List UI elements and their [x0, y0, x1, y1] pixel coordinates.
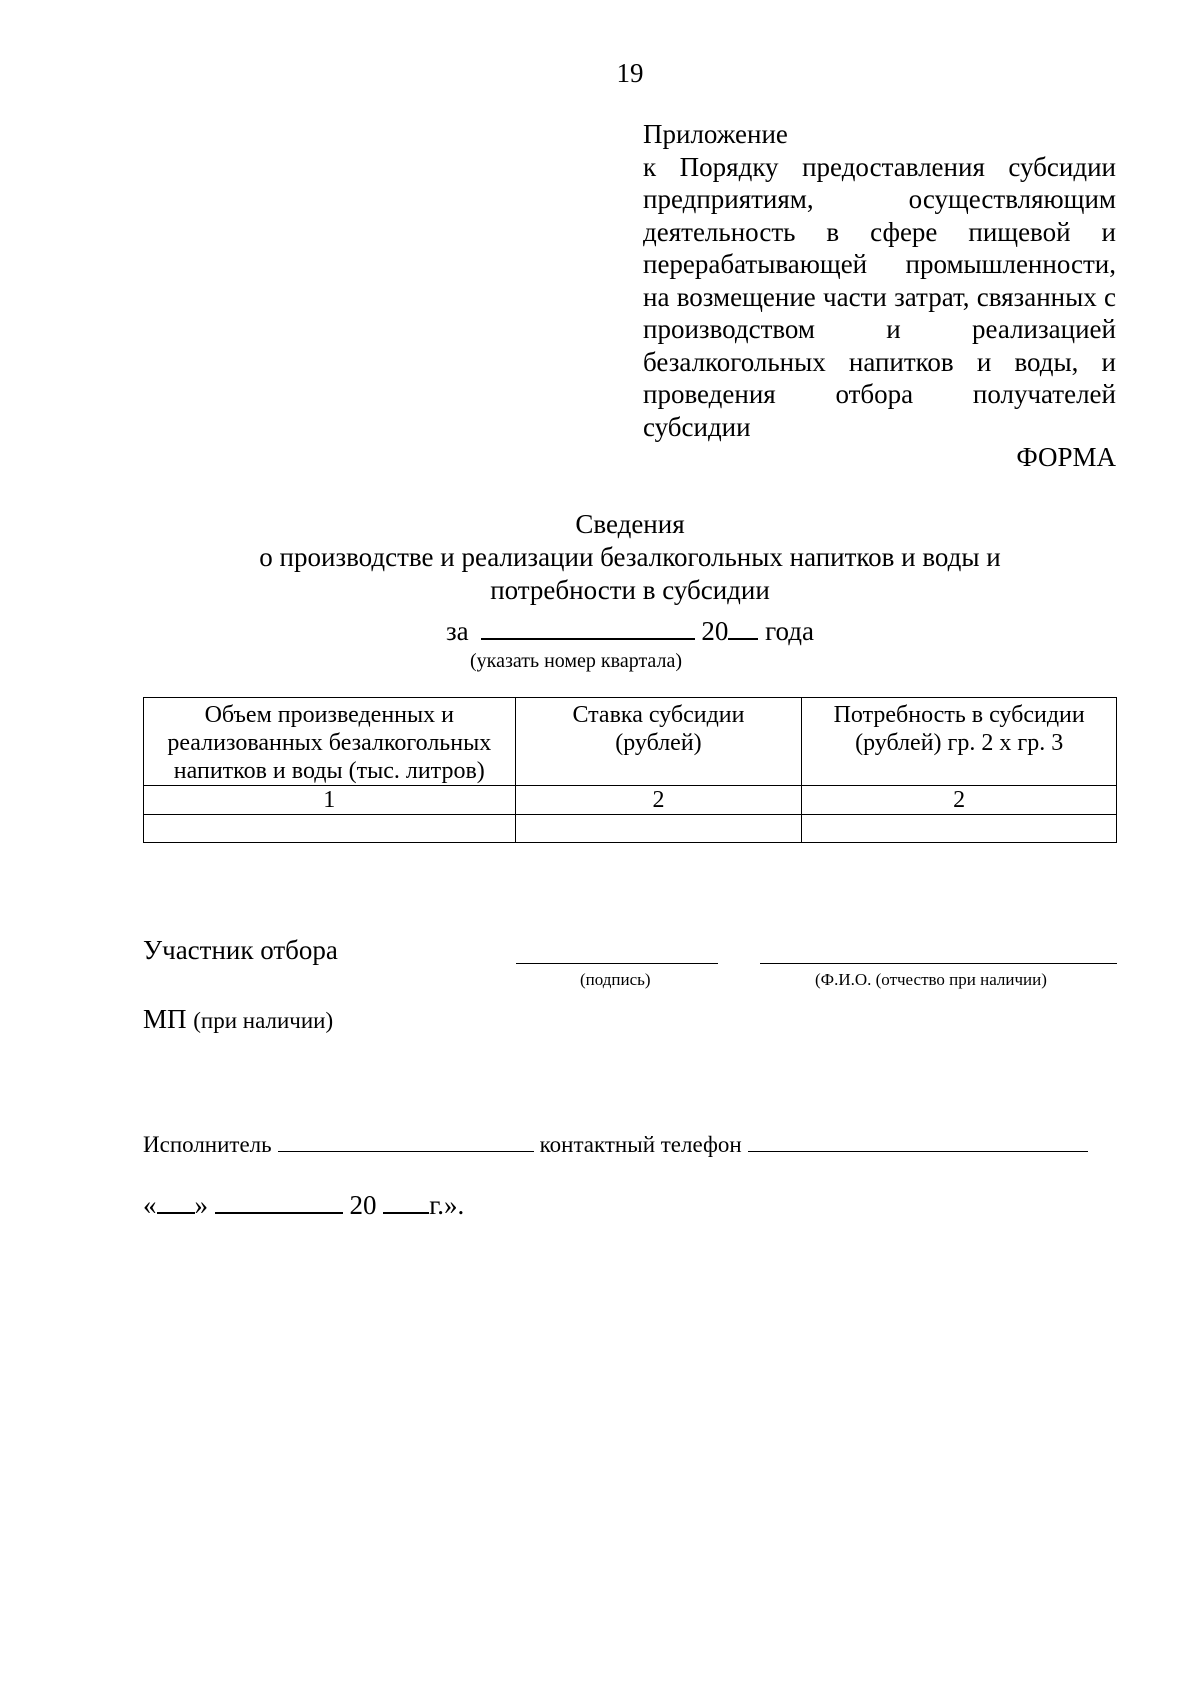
period-hint: (указать номер квартала)	[470, 650, 682, 672]
open-quote: «	[143, 1190, 157, 1220]
header-rate: Ставка субсидии (рублей)	[515, 698, 802, 786]
name-hint: (Ф.И.О. (отчество при наличии)	[815, 970, 1047, 989]
stamp-note: (при наличии)	[193, 1008, 334, 1033]
form-label: ФОРМА	[1016, 442, 1116, 472]
document-title: Сведения	[575, 509, 685, 539]
date-suffix: г.».	[429, 1190, 465, 1220]
period-suffix: года	[765, 616, 814, 646]
subsidy-table	[143, 697, 1117, 843]
quarter-field[interactable]	[481, 614, 695, 640]
column-number: 2	[515, 786, 802, 815]
month-field[interactable]	[215, 1190, 343, 1214]
close-quote: »	[194, 1190, 208, 1220]
need-cell[interactable]	[802, 815, 1117, 843]
appendix-block	[643, 118, 1116, 443]
table-header-row	[144, 698, 1117, 786]
date-row	[143, 1190, 464, 1221]
period-prefix: за	[445, 616, 469, 646]
date-year-field[interactable]	[383, 1190, 429, 1214]
header-need: Потребность в субсидии (рублей) гр. 2 х гр. 3	[802, 698, 1117, 786]
signature-field[interactable]	[516, 963, 718, 964]
executor-row	[143, 1131, 1088, 1158]
phone-field[interactable]	[748, 1131, 1088, 1152]
column-number: 2	[802, 786, 1117, 815]
document-subtitle-line-2: потребности в субсидии	[490, 575, 770, 605]
column-number: 1	[144, 786, 516, 815]
appendix-body: к Порядку предоставления субсидии предприятиям, осуществляющим деятельность в сфере пищевой и перерабатывающей промышленности, на возмещение части затрат, связанных с производством и реализацией безалкогольных напитков и воды, и проведения отбора получателей субсидии	[643, 151, 1116, 442]
period-row	[0, 614, 1200, 647]
phone-label: контактный телефон	[539, 1132, 742, 1157]
stamp-line	[143, 1004, 333, 1035]
day-field[interactable]	[157, 1190, 195, 1214]
appendix-title: Приложение	[643, 119, 788, 149]
table-column-numbers-row	[144, 786, 1117, 815]
document-subtitle-line-1: о производстве и реализации безалкогольных напитков и воды и	[259, 542, 1001, 572]
volume-cell[interactable]	[144, 815, 516, 843]
header-volume: Объем произведенных и реализованных безалкогольных напитков и воды (тыс. литров)	[144, 698, 516, 786]
executor-field[interactable]	[278, 1131, 534, 1152]
participant-label: Участник отбора	[143, 935, 338, 965]
period-year-prefix: 20	[701, 616, 729, 646]
rate-cell[interactable]	[515, 815, 802, 843]
executor-label: Исполнитель	[143, 1132, 272, 1157]
stamp-label: МП	[143, 1004, 187, 1034]
signature-hint: (подпись)	[580, 970, 651, 989]
year-field[interactable]	[728, 614, 758, 640]
page-number: 19	[616, 58, 644, 88]
date-year-prefix: 20	[349, 1190, 377, 1220]
name-field[interactable]	[760, 963, 1117, 964]
table-row	[144, 815, 1117, 843]
